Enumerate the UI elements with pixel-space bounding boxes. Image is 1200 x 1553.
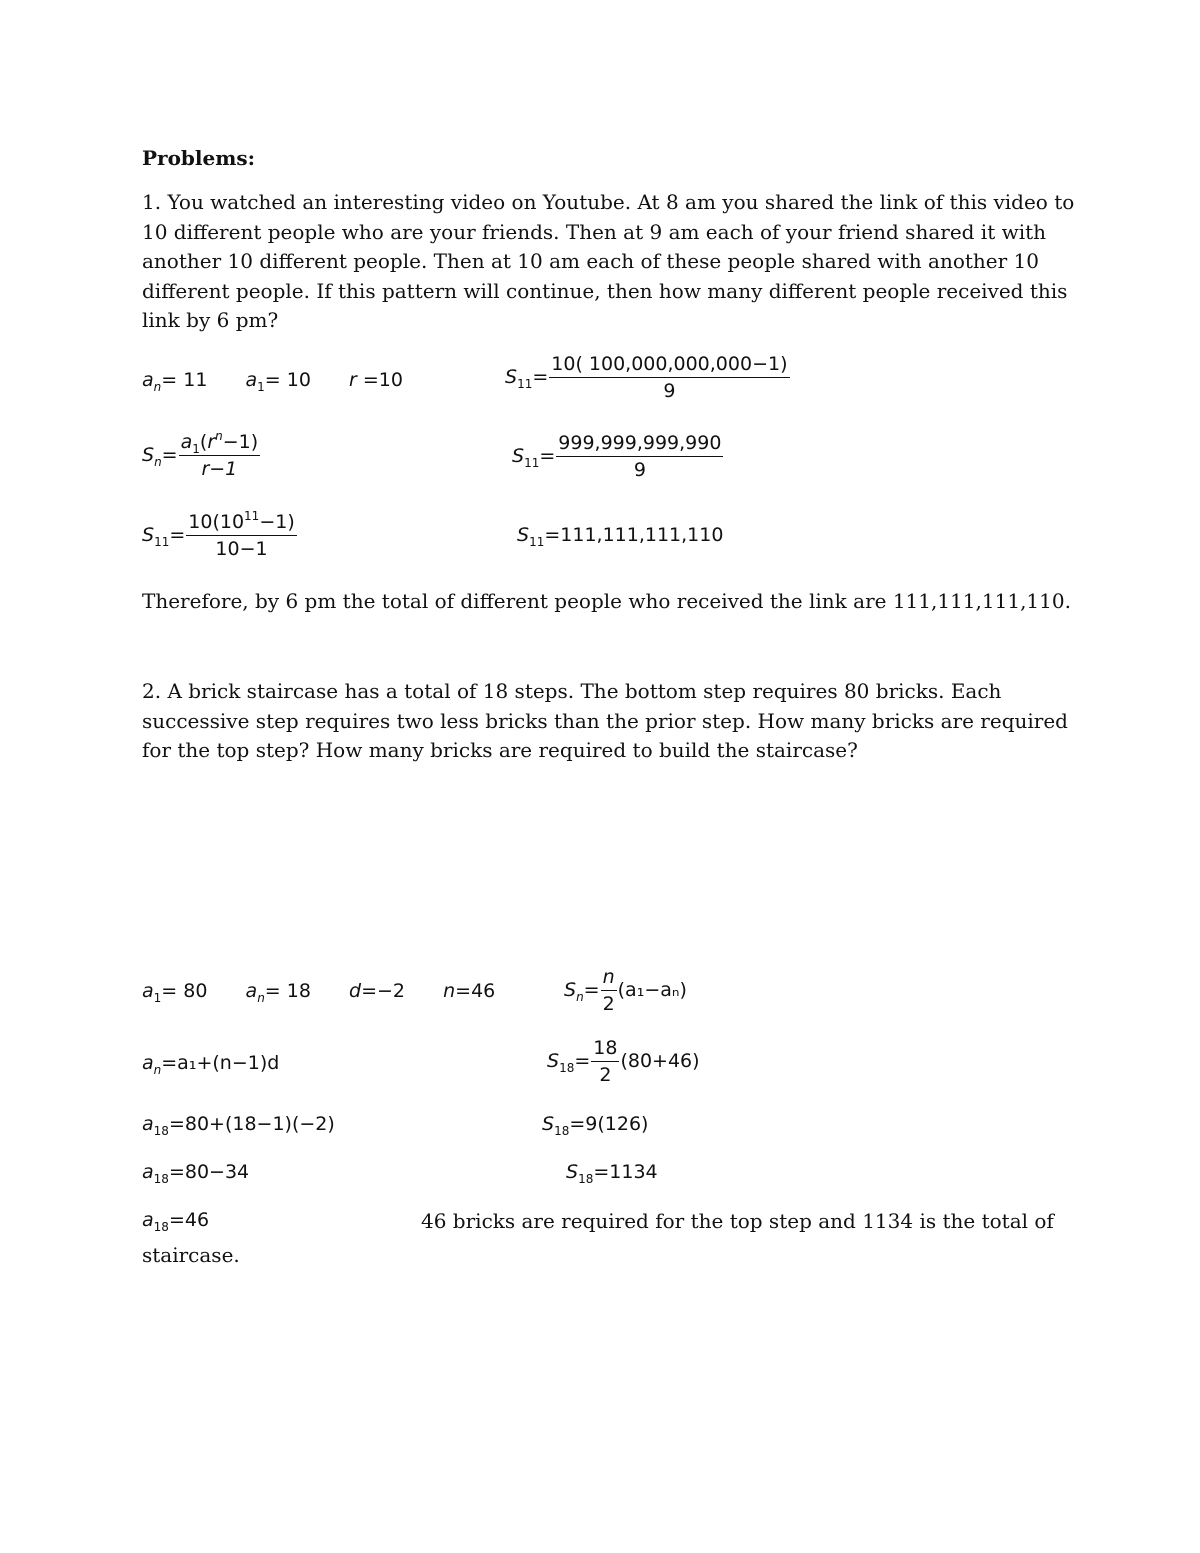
p2-a-step-3: $a_{18}=46$ — [142, 1209, 210, 1234]
p2-given-n: n=46 — [443, 980, 496, 1002]
p1-conclusion: Therefore, by 6 pm the total of different people who received the link are 111,111,111,110. — [142, 589, 1071, 613]
p1-step-4: $S_{11}=111,111,111,110$ — [517, 524, 724, 549]
p1-given-r: r =10 — [349, 369, 403, 391]
problem-2-line: successive step requires two less bricks than the prior step. How many bricks are required — [142, 708, 1068, 733]
p2-nth-formula: $a_n=a_1+(n-1)d$ — [142, 1052, 280, 1077]
problem-2-line: for the top step? How many bricks are required to build the staircase? — [142, 738, 858, 762]
p2-sum-step-3: $S_{18}=1134$ — [566, 1161, 658, 1186]
p2-a-step-2: $a_{18}=80-34$ — [142, 1161, 250, 1186]
problem-1-line: link by 6 pm? — [142, 308, 279, 332]
p2-answer: 46 bricks are required for the top step and 1134 is the total of — [421, 1209, 1054, 1233]
p2-a-step-1: $a_{18}=80+(18-1)(-2)$ — [142, 1113, 335, 1138]
p1-step-1: $S_{11}=$ $\frac{10(10^{11}-1)}{10-1}$ — [142, 509, 295, 560]
p1-given-n: $a_n= 11$ — [142, 369, 208, 394]
p2-answer-continued: staircase. — [142, 1243, 240, 1267]
problem-1-line: another 10 different people. Then at 10 am each of these people shared with another 10 — [142, 249, 1040, 273]
problem-1-line: different people. If this pattern will continue, then how many different people received this — [142, 278, 1068, 303]
problem-1-line: 1. You watched an interesting video on Youtube. At 8 am you shared the link of this video to — [142, 190, 1075, 214]
p1-sum-formula: $S_n=$ $\frac{a_1(r^n-1)}{r-1}$ — [142, 429, 259, 480]
p2-given-d: d=−2 — [349, 980, 406, 1002]
p1-given-values — [142, 369, 403, 394]
problem-2-text — [142, 677, 1068, 766]
p2-sum-step-2: $S_{18}=9(126)$ — [542, 1113, 649, 1138]
p2-sum-formula: $S_n=$ $\frac{n}{2}$ (a₁−aₙ) — [564, 966, 687, 1015]
page-title: Problems: — [142, 146, 256, 170]
problem-1-text — [142, 188, 1074, 336]
problem-1-line: 10 different people who are your friends. Then at 9 am each of your friend shared it with — [142, 219, 1047, 244]
p2-given-values — [142, 980, 496, 1005]
p2-given-an: $a_n= 18$ — [245, 980, 311, 1005]
p2-given-a1: $a_1= 80$ — [142, 980, 208, 1005]
p1-step-3: $S_{11}=$ $\frac{999,999,999,990}{9}$ — [512, 432, 722, 481]
p2-sum-step-1: $S_{18}=$ $\frac{18}{2}$ (80+46) — [547, 1037, 700, 1086]
p1-step-2: $S_{11}=$ $\frac{10( 100,000,000,000-1)}{9}$ — [505, 353, 788, 402]
problem-2-line: 2. A brick staircase has a total of 18 steps. The bottom step requires 80 bricks. Each — [142, 679, 1002, 703]
p1-given-a1: $a_1= 10$ — [245, 369, 311, 394]
